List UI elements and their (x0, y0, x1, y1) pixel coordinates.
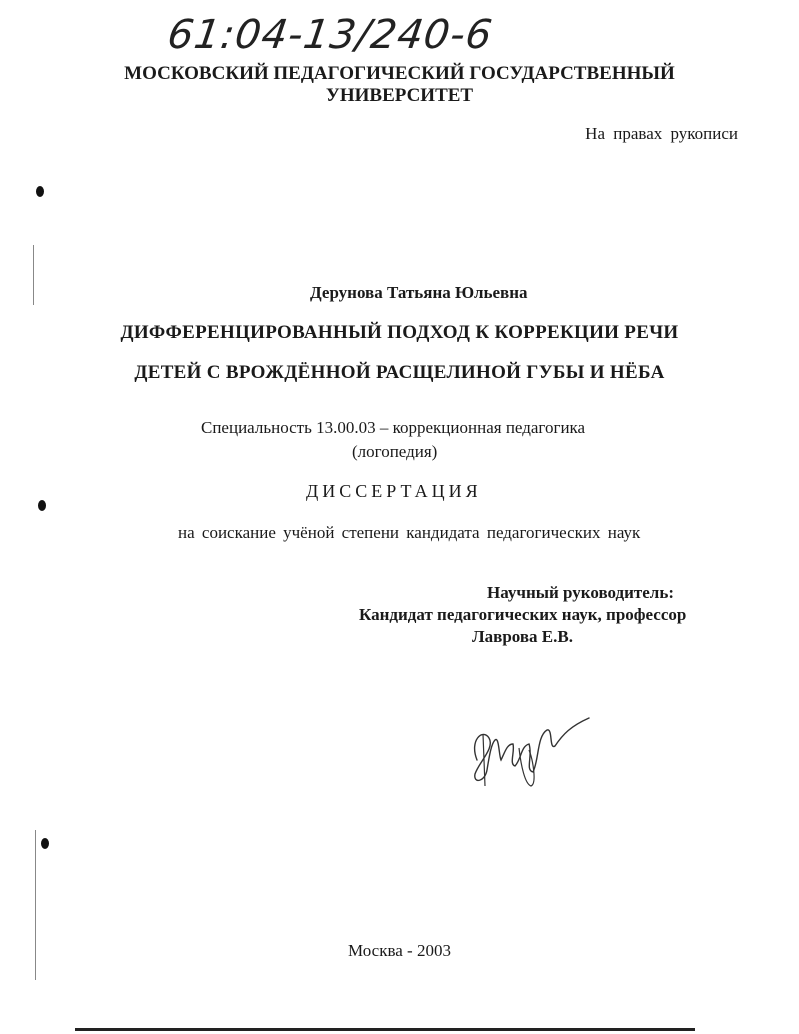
binding-hole-mark (36, 186, 44, 197)
city-year: Москва - 2003 (348, 941, 451, 960)
supervisor-rank: Кандидат педагогических наук, профессор (359, 605, 687, 624)
scan-bottom-edge (75, 1028, 695, 1031)
document-type: ДИССЕРТАЦИЯ (306, 481, 482, 501)
author-signature (455, 700, 605, 800)
binding-hole-mark (41, 838, 49, 849)
dissertation-title-line2: ДЕТЕЙ С ВРОЖДЁННОЙ РАСЩЕЛИНОЙ ГУБЫ И НЁБА (134, 362, 665, 383)
speciality-line1: Специальность 13.00.03 – коррекционная педагогика (201, 418, 586, 437)
degree-purpose: на соискание учёной степени кандидата педагогических наук (178, 523, 641, 542)
university-name-line2: УНИВЕРСИТЕТ (325, 85, 474, 106)
scan-edge-line (33, 245, 34, 305)
speciality-line2: (логопедия) (352, 442, 438, 461)
supervisor-name: Лаврова Е.В. (472, 627, 573, 646)
dissertation-title-line1: ДИФФЕРЕНЦИРОВАННЫЙ ПОДХОД К КОРРЕКЦИИ РЕЧИ (120, 322, 679, 343)
author-name: Дерунова Татьяна Юльевна (310, 283, 528, 302)
supervisor-heading: Научный руководитель: (487, 583, 674, 602)
university-name-line1: МОСКОВСКИЙ ПЕДАГОГИЧЕСКИЙ ГОСУДАРСТВЕННЫЙ (124, 63, 675, 84)
binding-hole-mark (38, 500, 46, 511)
handwritten-archive-number: 61:04-13/240-6 (164, 12, 496, 58)
manuscript-rights-note: На правах рукописи (585, 124, 738, 143)
